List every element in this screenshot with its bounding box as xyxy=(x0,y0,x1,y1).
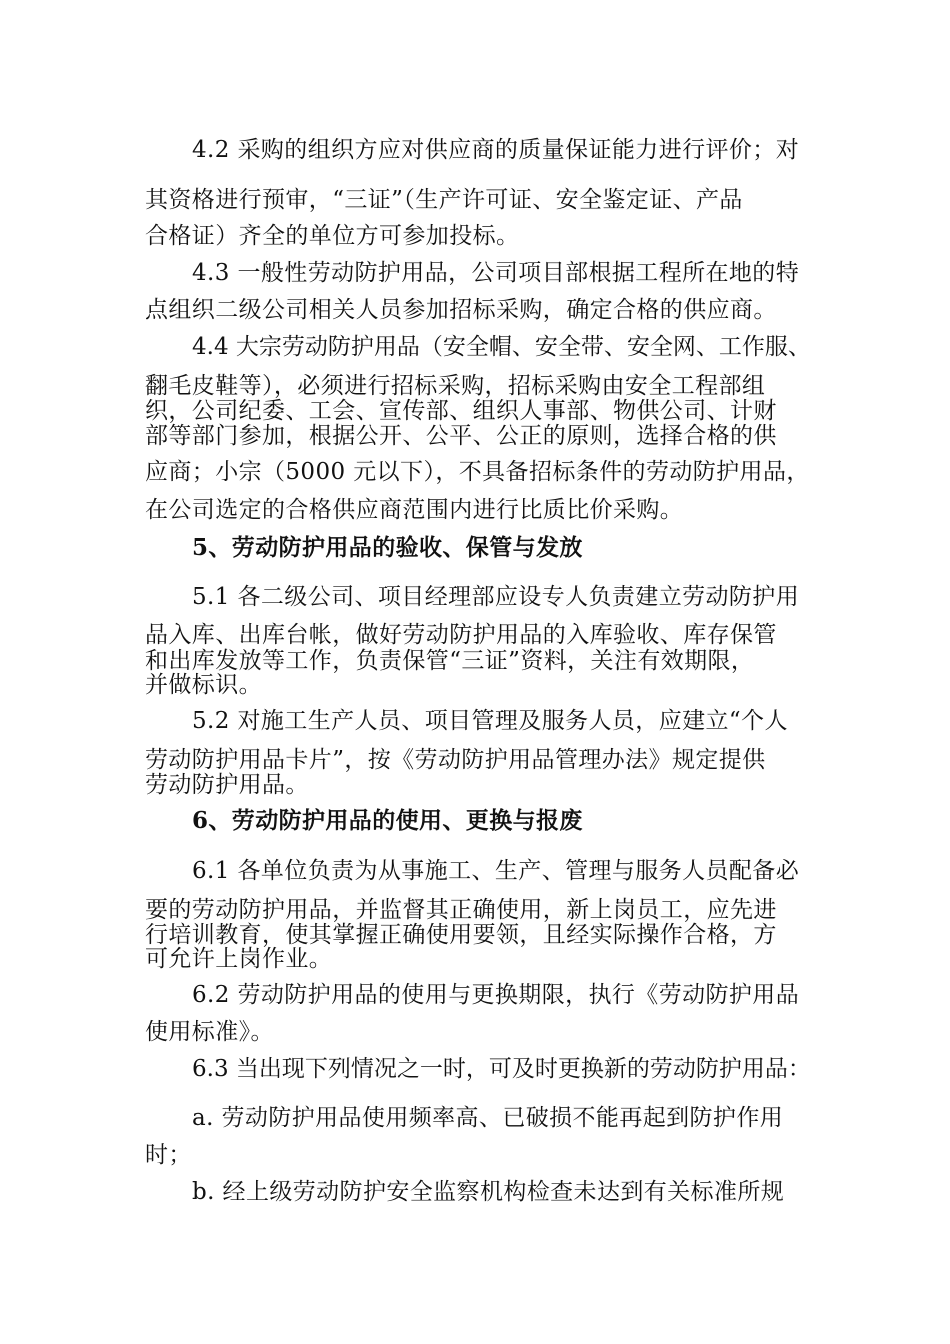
paragraph-6-1-line-2: 要的劳动防护用品，并监督其正确使用，新上岗员工，应先进 xyxy=(145,897,777,923)
paragraph-6-2-line-1: 6.2 劳动防护用品的使用与更换期限，执行《劳动防护用品 xyxy=(192,982,800,1008)
paragraph-b-line-1: b. 经上级劳动防护安全监察机构检查未达到有关标准所规 xyxy=(192,1179,785,1205)
paragraph-4-3-line-1: 4.3 一般性劳动防护用品，公司项目部根据工程所在地的特 xyxy=(192,260,800,286)
paragraph-4-2-line-3: 合格证）齐全的单位方可参加投标。 xyxy=(145,223,520,249)
paragraph-5-1-line-3: 和出库发放等工作，负责保管“三证”资料，关注有效期限， xyxy=(145,648,755,674)
paragraph-6-2-line-2: 使用标准》。 xyxy=(145,1019,274,1045)
paragraph-6-3-line-1: 6.3 当出现下列情况之一时，可及时更换新的劳动防护用品： xyxy=(192,1056,811,1082)
paragraph-6-1-line-4: 可允许上岗作业。 xyxy=(145,946,333,972)
section-heading-6: 6、劳动防护用品的使用、更换与报废 xyxy=(192,807,583,834)
paragraph-5-2-line-1: 5.2 对施工生产人员、项目管理及服务人员，应建立“个人 xyxy=(192,708,788,734)
paragraph-5-2-line-3: 劳动防护用品。 xyxy=(145,772,309,798)
paragraph-5-1-line-4: 并做标识。 xyxy=(145,672,262,698)
paragraph-4-2-line-1: 4.2 采购的组织方应对供应商的质量保证能力进行评价；对 xyxy=(192,137,800,163)
paragraph-4-4-line-1: 4.4 大宗劳动防护用品（安全帽、安全带、安全网、工作服、 xyxy=(192,334,811,360)
paragraph-4-2-line-2: 其资格进行预审，“三证”（生产许可证、安全鉴定证、产品 xyxy=(145,187,743,213)
paragraph-4-4-line-3: 织，公司纪委、工会、宣传部、组织人事部、物供公司、计财 xyxy=(145,398,777,424)
paragraph-5-2-line-2: 劳动防护用品卡片”，按《劳动防护用品管理办法》规定提供 xyxy=(145,747,766,773)
paragraph-4-4-line-2: 翻毛皮鞋等），必须进行招标采购，招标采购由安全工程部组 xyxy=(145,373,766,399)
paragraph-4-4-line-6: 在公司选定的合格供应商范围内进行比质比价采购。 xyxy=(145,497,684,523)
paragraph-4-3-line-2: 点组织二级公司相关人员参加招标采购，确定合格的供应商。 xyxy=(145,297,777,323)
paragraph-a-line-2: 时； xyxy=(145,1142,192,1168)
paragraph-4-4-line-4: 部等部门参加，根据公开、公平、公正的原则，选择合格的供 xyxy=(145,423,777,449)
paragraph-5-1-line-2: 品入库、出库台帐，做好劳动防护用品的入库验收、库存保管 xyxy=(145,622,777,648)
section-heading-5: 5、劳动防护用品的验收、保管与发放 xyxy=(192,534,583,561)
paragraph-a-line-1: a. 劳动防护用品使用频率高、已破损不能再起到防护作用 xyxy=(192,1105,784,1131)
paragraph-6-1-line-3: 行培训教育，使其掌握正确使用要领，且经实际操作合格，方 xyxy=(145,922,777,948)
paragraph-5-1-line-1: 5.1 各二级公司、项目经理部应设专人负责建立劳动防护用 xyxy=(192,584,800,610)
paragraph-4-4-line-5: 应商；小宗（5000 元以下），不具备招标条件的劳动防护用品， xyxy=(145,459,810,485)
paragraph-6-1-line-1: 6.1 各单位负责为从事施工、生产、管理与服务人员配备必 xyxy=(192,858,800,884)
